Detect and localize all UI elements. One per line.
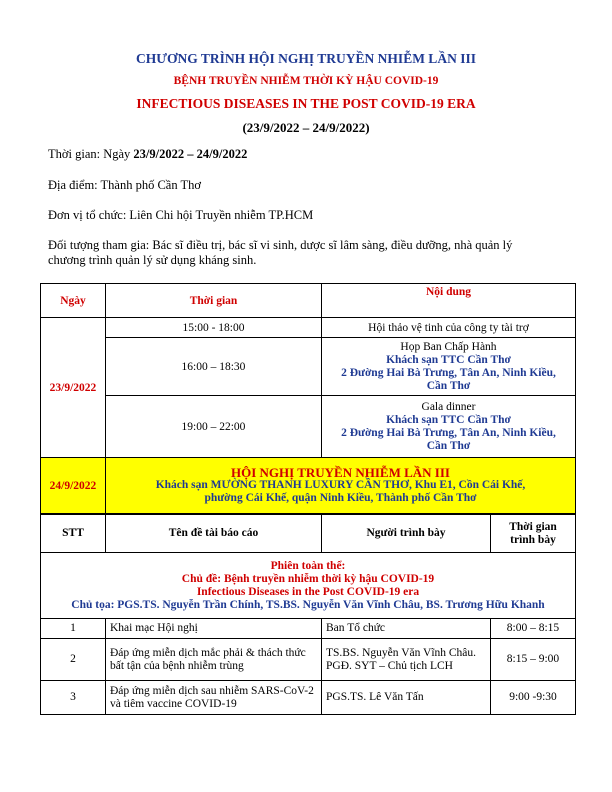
schedule-content — [322, 338, 576, 396]
info-time-label: Thời gian: Ngày — [48, 147, 134, 161]
event-venue: Khách sạn TTC Cần Thơ — [386, 413, 511, 426]
talks-header-row — [41, 515, 576, 553]
col-time-header-line1: Thời gian — [509, 520, 557, 533]
col-content-header: Nội dung — [322, 284, 576, 318]
talk-stt: 2 — [41, 639, 106, 681]
event-venue: Khách sạn TTC Cần Thơ — [386, 353, 511, 366]
talk-topic: Khai mạc Hội nghị — [106, 619, 322, 639]
schedule-row — [41, 338, 576, 396]
event-name: Gala dinner — [421, 400, 476, 413]
schedule-row — [41, 318, 576, 338]
talk-time: 9:00 -9:30 — [491, 681, 576, 715]
session-label: Phiên toàn thể: — [270, 559, 346, 572]
day2-title: HỘI NGHỊ TRUYỀN NHIỄM LẦN III — [231, 465, 450, 480]
schedule-time: 19:00 – 22:00 — [106, 396, 322, 458]
talk-row — [41, 619, 576, 639]
schedule-time: 15:00 - 18:00 — [106, 318, 322, 338]
day2-venue-line1: Khách sạn MƯỜNG THANH LUXURY CẦN THƠ, Khu E1, Cồn Cái Khế, — [155, 479, 526, 491]
col-time-header: Thời gian — [106, 284, 322, 318]
col-stt-header: STT — [41, 515, 106, 553]
program-title: CHƯƠNG TRÌNH HỘI NGHỊ TRUYỀN NHIỄM LẦN III — [136, 51, 476, 66]
event-address: 2 Đường Hai Bà Trưng, Tân An, Ninh Kiều, — [341, 366, 556, 379]
talk-speaker: Ban Tổ chức — [322, 619, 491, 639]
day2-row — [41, 458, 576, 514]
talk-speaker: TS.BS. Nguyễn Văn Vĩnh Châu. PGĐ. SYT – Chủ tịch LCH — [322, 639, 491, 681]
col-topic-header: Tên đề tài báo cáo — [106, 515, 322, 553]
day2-content — [106, 458, 576, 514]
event-address: 2 Đường Hai Bà Trưng, Tân An, Ninh Kiều, — [341, 426, 556, 439]
program-subtitle-vi: BỆNH TRUYỀN NHIỄM THỜI KỲ HẬU COVID-19 — [173, 75, 439, 87]
col-speaker-header: Người trình bày — [322, 515, 491, 553]
schedule-content: Hội thảo vệ tinh của công ty tài trợ — [322, 318, 576, 338]
session-info — [41, 553, 576, 619]
session-theme-en: Infectious Diseases in the Post COVID-19 era — [196, 585, 420, 598]
session-row — [41, 553, 576, 619]
col-time-header — [491, 515, 576, 553]
info-time-value: 23/9/2022 – 24/9/2022 — [133, 147, 248, 161]
day1-cell: 23/9/2022 — [41, 318, 106, 458]
event-name: Họp Ban Chấp Hành — [400, 340, 497, 353]
talk-row — [41, 639, 576, 681]
day2-venue-line2: phường Cái Khế, quận Ninh Kiều, Thành phố Cần Thơ — [204, 492, 477, 504]
session-chairs: Chủ tọa: PGS.TS. Nguyễn Trần Chính, TS.BS. Nguyễn Văn Vĩnh Châu, BS. Trương Hữu Khanh — [71, 598, 545, 611]
info-time — [48, 147, 247, 162]
talk-stt: 1 — [41, 619, 106, 639]
event-address-city: Cần Thơ — [426, 379, 471, 392]
session-theme-vi: Chủ đề: Bệnh truyền nhiễm thời kỳ hậu COVID-19 — [181, 572, 435, 585]
schedule-row — [41, 396, 576, 458]
col-time-header-line2: trình bày — [510, 533, 556, 546]
schedule-header-row — [41, 284, 576, 318]
program-subtitle-en: INFECTIOUS DISEASES IN THE POST COVID-19 ERA — [136, 96, 476, 111]
talks-table — [40, 514, 576, 715]
info-audience — [48, 238, 512, 268]
talk-speaker: PGS.TS. Lê Văn Tấn — [322, 681, 491, 715]
talk-topic: Đáp ứng miễn dịch mắc phải & thách thức bất tận của bệnh nhiễm trùng — [106, 639, 322, 681]
schedule-table — [40, 283, 576, 514]
program-date-range: (23/9/2022 – 24/9/2022) — [242, 120, 370, 135]
talk-topic: Đáp ứng miễn dịch sau nhiễm SARS-CoV-2 và tiêm vaccine COVID-19 — [106, 681, 322, 715]
schedule-time: 16:00 – 18:30 — [106, 338, 322, 396]
schedule-content — [322, 396, 576, 458]
talk-time: 8:00 – 8:15 — [491, 619, 576, 639]
info-audience-line2: chương trình quản lý sử dụng kháng sinh. — [48, 253, 257, 267]
event-address-city: Cần Thơ — [426, 439, 471, 452]
col-day-header: Ngày — [41, 284, 106, 318]
info-organizer: Đơn vị tổ chức: Liên Chi hội Truyền nhiễm TP.HCM — [48, 208, 314, 222]
talk-stt: 3 — [41, 681, 106, 715]
day2-cell: 24/9/2022 — [41, 458, 106, 514]
talk-row — [41, 681, 576, 715]
info-audience-line1: Đối tượng tham gia: Bác sĩ điều trị, bác sĩ vi sinh, dược sĩ lâm sàng, điều dưỡng, nhà quản lý — [48, 238, 513, 252]
talk-time: 8:15 – 9:00 — [491, 639, 576, 681]
info-location: Địa điểm: Thành phố Cần Thơ — [48, 178, 202, 192]
